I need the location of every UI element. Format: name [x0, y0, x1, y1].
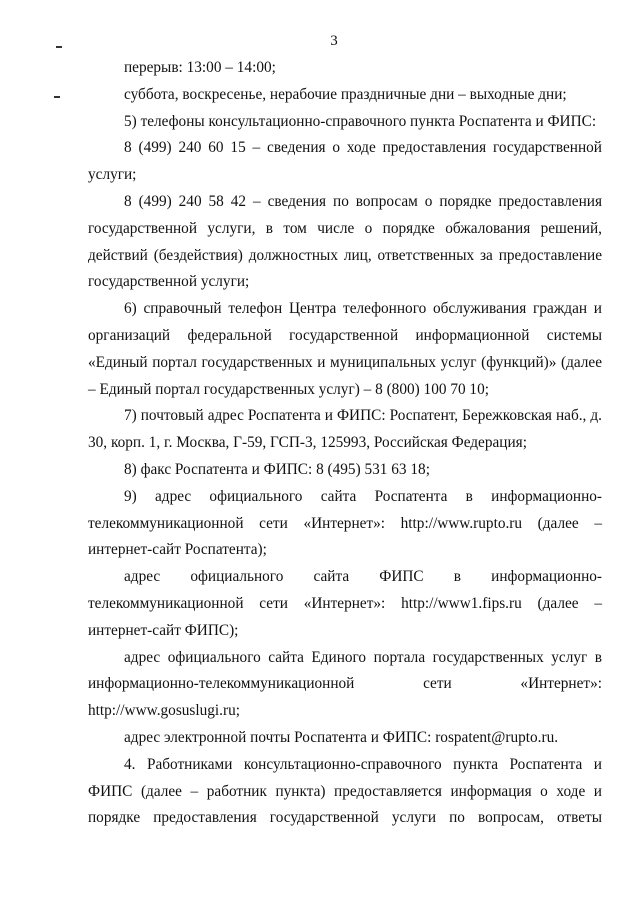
paragraph-break-time: перерыв: 13:00 – 14:00; — [124, 59, 276, 76]
paragraph-rospatent-site: 9) адрес официального сайта Роспатента в информационно-телекоммуникационной сети «Интернет»: http://www.rupto.ru (далее – интернет-сайт Роспатента); — [88, 487, 602, 559]
paragraph-weekend: суббота, воскресенье, нерабочие праздничные дни – выходные дни; — [124, 85, 567, 103]
paragraph-clause-4: 4. Работниками консультационно-справочного пункта Роспатента и ФИПС (далее – работник пункта) предоставляется информация о ходе и порядке предоставления государственной услуги по вопросам, ответы — [88, 755, 602, 827]
paragraph-postal-address: 7) почтовый адрес Роспатента и ФИПС: Роспатент, Бережковская наб., д. 30, корп. 1, г. Москва, Г-59, ГСП-3, 125993, Российская Федерация; — [88, 407, 602, 452]
paragraph-call-center: 6) справочный телефон Центра телефонного обслуживания граждан и организаций федеральной государственной информационной системы «Единый портал государственных и муниципальных услуг (функций)» (далее – Единый портал государственных услуг) – 8 (800) 100 70 10; — [88, 300, 602, 398]
paragraph-fax: 8) факс Роспатента и ФИПС: 8 (495) 531 63 18; — [124, 460, 430, 478]
document-body — [88, 55, 602, 832]
paragraph-fips-site: адрес официального сайта ФИПС в информационно-телекоммуникационной сети «Интернет»: http://www1.fips.ru (далее – интернет-сайт ФИПС); — [88, 568, 602, 639]
page-number: 3 — [330, 33, 338, 49]
paragraph-email: адрес электронной почты Роспатента и ФИПС: rospatent@rupto.ru. — [124, 728, 559, 746]
paragraph-phone-procedure: 8 (499) 240 58 42 – сведения по вопросам о порядке предоставления государственной услуги, в том числе о порядке обжалования решений, действий (бездействия) должностных лиц, ответственных за предоставление государственной услуги; — [88, 192, 602, 291]
paragraph-phones-heading: 5) телефоны консультационно-справочного пункта Роспатента и ФИПС: — [124, 112, 597, 130]
paragraph-phone-status: 8 (499) 240 60 15 – сведения о ходе предоставления государственной услуги; — [88, 139, 602, 184]
scan-artifact-mark — [54, 96, 60, 98]
paragraph-gosuslugi-site: адрес официального сайта Единого портала государственных услуг в информационно-телекоммуникационной сети «Интернет»: http://www.gosuslugi.ru; — [88, 648, 602, 720]
